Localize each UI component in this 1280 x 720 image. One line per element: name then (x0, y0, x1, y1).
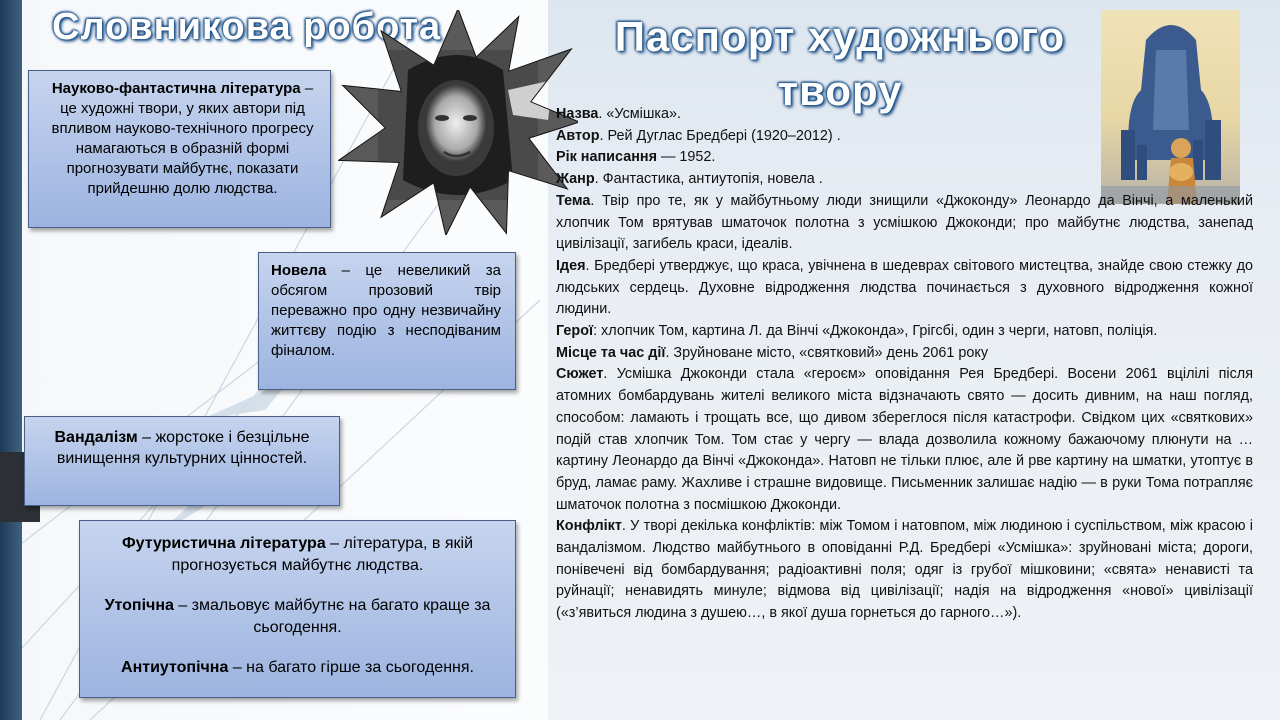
vandalism-definition: – жорстоке і безцільне винищення культурних цінностей. (56, 429, 310, 467)
scifi-term: Науково-фантастична література (51, 80, 301, 97)
passport-label: Герої (556, 323, 594, 340)
passport-label: Рік написання (556, 149, 657, 166)
utopia-term: Утопічна (104, 597, 174, 614)
scifi-definition-box (28, 70, 331, 228)
novela-definition: – це невеликий за обсягом прозовий твір переважно про одну незвичайну життєву подію з несподіваним фіналом. (271, 262, 501, 359)
passport-row-theme: Тема. Твір про те, як у майбутньому люди знищили «Джоконду» Леонардо да Вінчі, а маленький хлопчик Том врятував шматочок полотна з усмішкою Джоконди; про майбутнє людства, занепад цивілізації, загибель краси, ідеалів. (556, 192, 1253, 253)
passport-label: Сюжет (556, 366, 604, 383)
passport-label: Назва (556, 106, 599, 122)
passport-row-conflict: Конфлікт. У творі декілька конфліктів: між Томом і натовпом, між людиною і суспільством, між красою і вандалізмом. Людство майбутнього в оповіданні Р.Д. Бредбері «Усмішка»: зруйновані міста; дороги, понівечені від бомбардування; радіоактивні поля; одяг із грубої мішковини; «свята» ненависті та руйнації; ненавидять минуле; відмова від цивілізації; надія на відродження «нової» цивілізації («з’явиться людина з душею…, в якої душа горнеться до гарного…»). (556, 518, 1253, 622)
passport-row-author: Автор. Рей Дуглас Бредбері (1920–2012) . (556, 127, 841, 144)
novela-definition-box (258, 252, 516, 390)
antiutopia-definition: – на багато гірше за сьогодення. (228, 659, 474, 676)
passport-row-heroes: Герої: хлопчик Том, картина Л. да Вінчі «Джоконда», Грігсбі, один з черги, натовп, поліція. (556, 323, 1158, 340)
vandalism-definition-box (24, 416, 340, 506)
futurist-definition: – література, в якій прогнозується майбутнє людства. (171, 535, 474, 574)
vocabulary-title: Словникова робота (52, 6, 442, 48)
scifi-definition: – це художні твори, у яких автори під впливом науково-технічного прогресу намагаються в образній формі прогнозувати майбутнє, показати прийдешню долю людства. (51, 80, 314, 197)
artwork-passport (556, 104, 1253, 625)
left-edge-bar (0, 0, 22, 720)
antiutopia-term: Антиутопічна (121, 659, 229, 676)
passport-label: Місце та час дії (556, 344, 666, 361)
futurist-literature-box (79, 520, 516, 698)
passport-title: Паспорт художнього твору (614, 13, 1066, 114)
passport-row-year: Рік написання — 1952. (556, 149, 716, 166)
passport-label: Жанр (556, 171, 595, 188)
passport-row-genre: Жанр. Фантастика, антиутопія, новела . (556, 171, 823, 188)
futurist-term: Футуристична література (121, 535, 326, 552)
passport-label: Конфлікт (556, 518, 622, 535)
passport-row-idea: Ідея. Бредбері утверджує, що краса, увічнена в шедеврах світового мистецтва, знайде свою стежку до людських сердець. Духовне відродження людства починається з духовного відродження кожної людини. (556, 257, 1253, 318)
passport-row-title: Назва. «Усмішка». (556, 106, 682, 122)
passport-label: Тема (556, 192, 591, 209)
vandalism-term: Вандалізм (54, 429, 138, 446)
passport-row-setting: Місце та час дії. Зруйноване місто, «святковий» день 2061 року (556, 344, 989, 361)
mona-lisa-starburst-image (338, 10, 578, 235)
novela-term: Новела (271, 262, 327, 279)
passport-row-plot: Сюжет. Усмішка Джоконди стала «героєм» оповідання Рея Бредбері. Восени 2061 вцілілі після атомних бомбардувань жителі великого міста відзначають свято — досить дивним, на наш погляд, способом: ламають і трощать все, що дивом збереглося після катастрофи. Свідком цих «святкових» подій став хлопчик Том. Том стає у чергу — влада дозволила кожному бажаючому плюнути на … картину Леонардо да Вінчі «Джоконда». Натовп не тільки плює, але й рве картину на шматки, утоптує в бруд, ламає раму. Жахливе і страшне видовище. Письменник залишає надію — в руки Тома потрапляє шматочок полотна з посмішкою Джоконди. (556, 366, 1253, 513)
passport-label: Ідея (556, 257, 586, 274)
passport-label: Автор (556, 127, 600, 144)
utopia-definition: – змальовує майбутнє на багато краще за сьогодення. (173, 597, 491, 636)
